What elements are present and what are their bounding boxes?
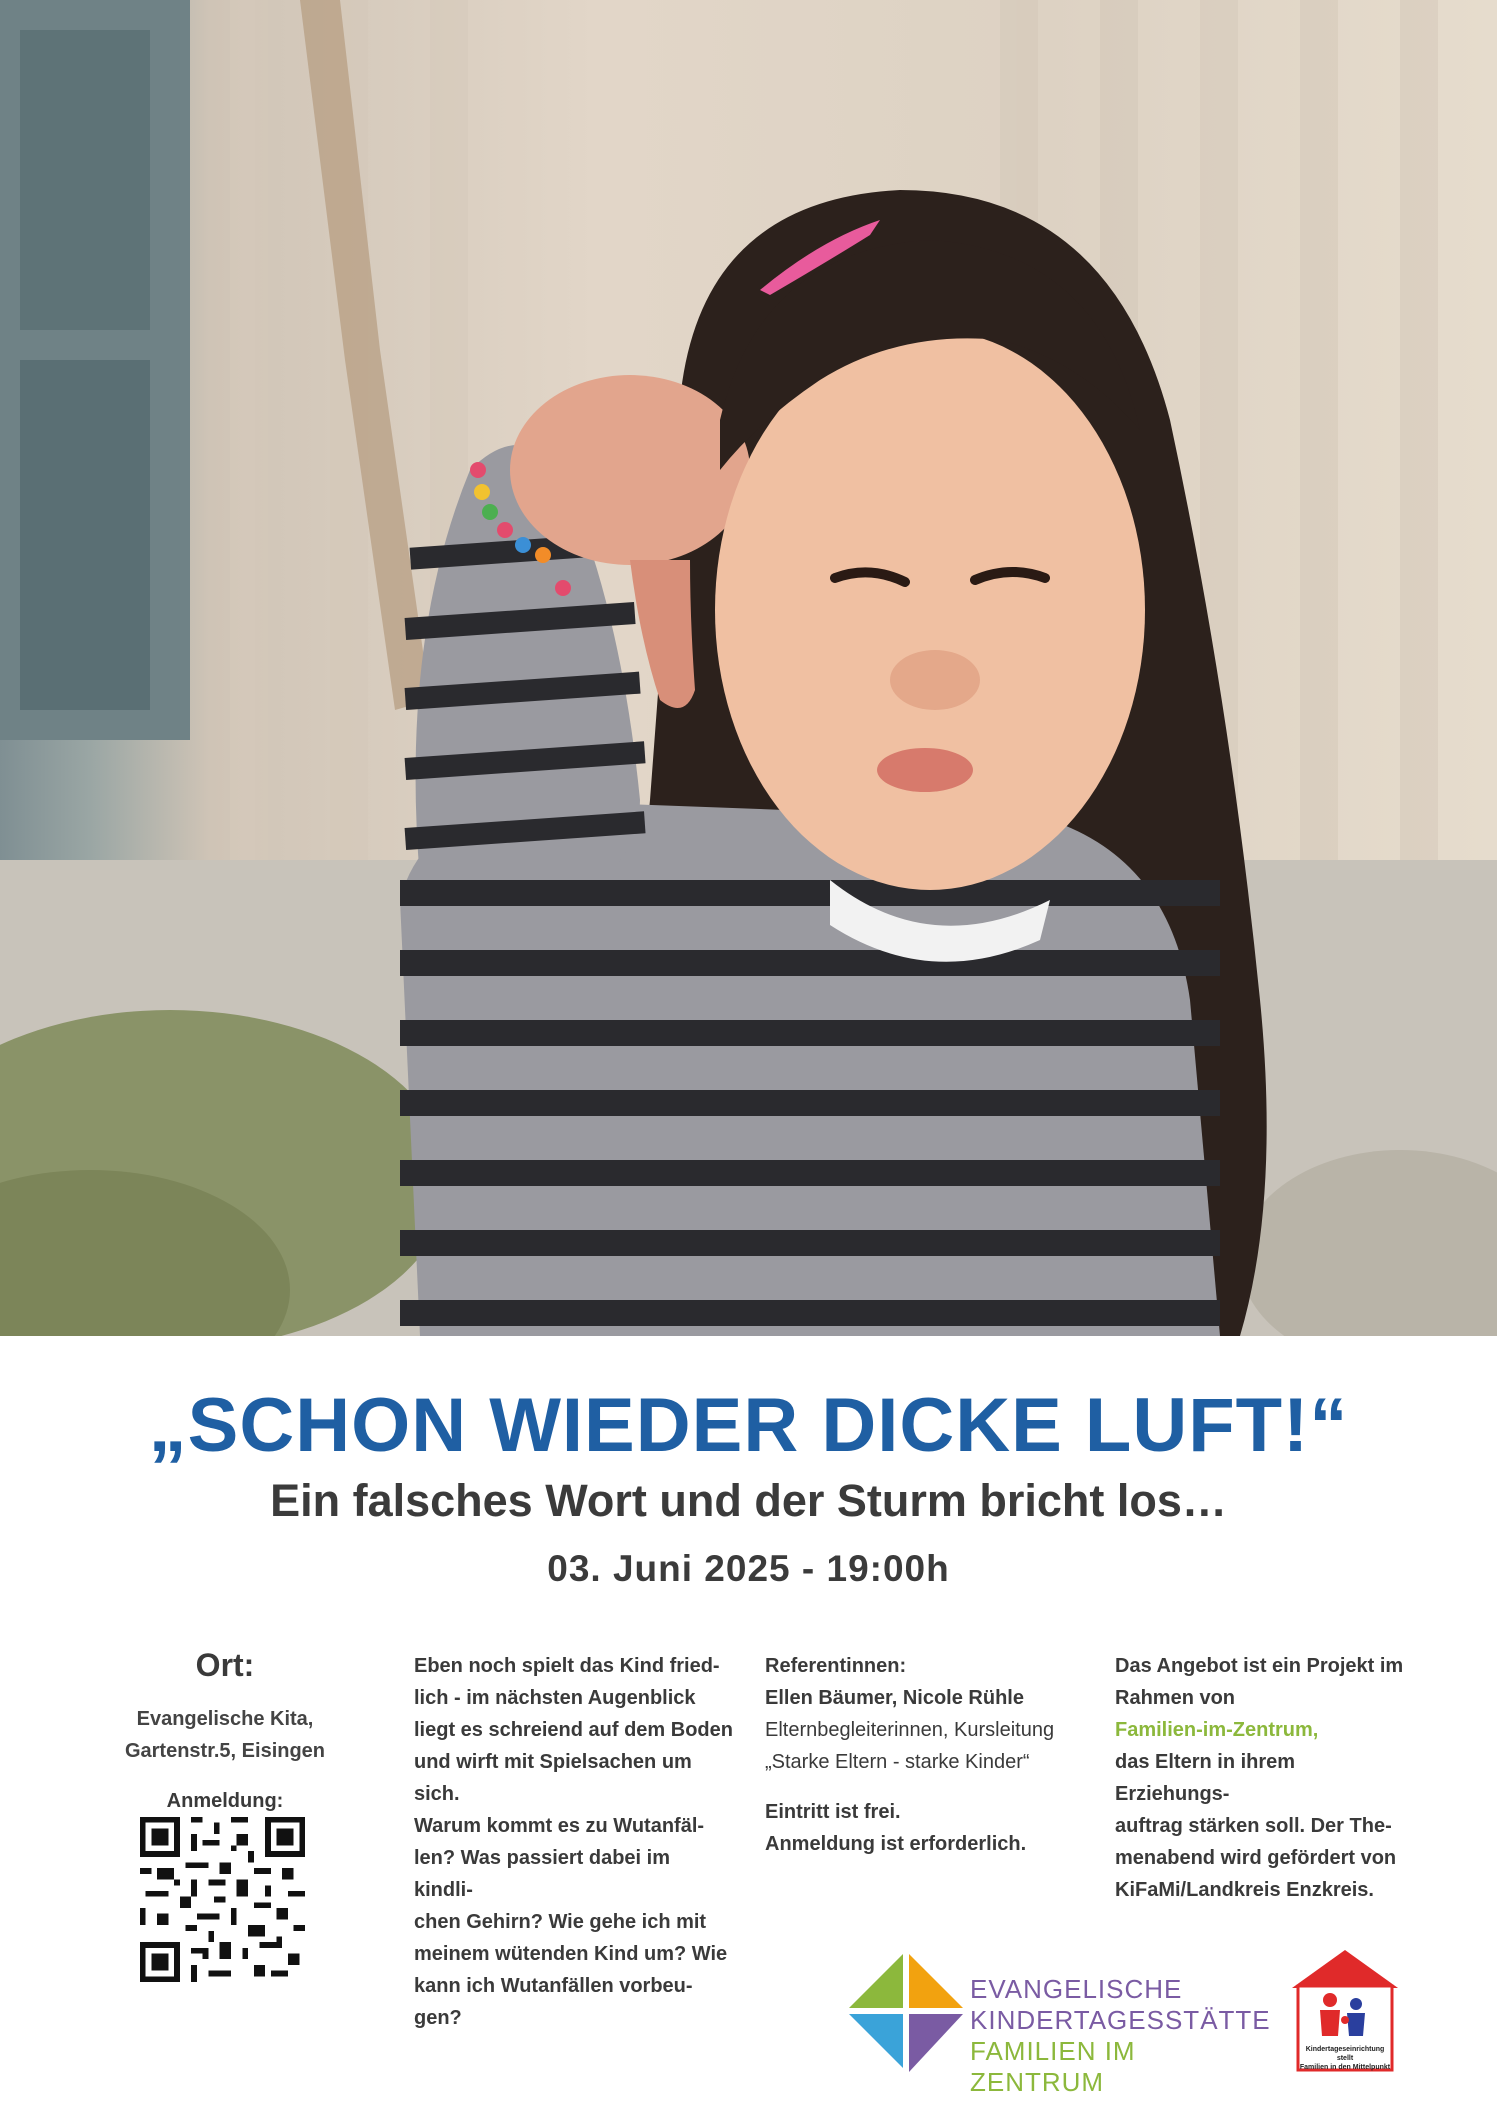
description-line: liegt es schreiend auf dem Boden	[414, 1719, 733, 1741]
project-line: menabend wird gefördert von	[1115, 1847, 1397, 1869]
project-line: Rahmen von	[1115, 1687, 1236, 1709]
description-line: lich - im nächsten Augenblick	[414, 1687, 696, 1709]
project-line: Das Angebot ist ein Projekt im	[1115, 1655, 1404, 1677]
logo-text-line-1: EVANGELISCHE	[970, 1974, 1183, 2004]
description-line: Eben noch spielt das Kind fried-	[414, 1655, 720, 1677]
speakers-heading: Referentinnen:	[765, 1655, 907, 1677]
event-date: 03. Juni 2025 - 19:00h	[547, 1548, 950, 1589]
cross-logo-icon	[845, 1950, 965, 2075]
description-line: gen?	[414, 2007, 462, 2029]
kifami-text-line-2: Familien in den Mittelpunkt	[1299, 2064, 1391, 2071]
description-line: chen Gehirn? Wie gehe ich mit	[414, 1911, 707, 1933]
project-line: auftrag stärken soll. Der The-	[1115, 1815, 1392, 1837]
project-column	[1115, 1650, 1415, 1906]
registration-label: Anmeldung:	[166, 1790, 284, 1812]
event-subtitle: Ein falsches Wort und der Sturm bricht los…	[270, 1475, 1227, 1526]
registration-qr-code[interactable]	[140, 1817, 305, 1982]
kifami-text-line-1: Kindertageseinrichtung stellt	[1305, 2046, 1385, 2062]
location-heading: Ort:	[195, 1647, 255, 1683]
kifami-badge	[1290, 1948, 1400, 2073]
project-line: das Eltern in ihrem Erziehungs-	[1115, 1751, 1296, 1805]
logo-text-line-3: FAMILIEN IM ZENTRUM	[970, 2036, 1136, 2097]
registration-required-note: Anmeldung ist erforderlich.	[765, 1833, 1027, 1855]
description-line: len? Was passiert dabei im kindli-	[414, 1847, 671, 1901]
location-line-1: Evangelische Kita,	[136, 1708, 314, 1730]
description-line: kann ich Wutanfällen vorbeu-	[414, 1975, 693, 1997]
entry-note: Eintritt ist frei.	[765, 1801, 901, 1823]
speakers-course: „Starke Eltern - starke Kinder“	[765, 1751, 1030, 1773]
description-line: Warum kommt es zu Wutanfäl-	[414, 1815, 705, 1837]
project-link[interactable]: Familien-im-Zentrum,	[1115, 1719, 1319, 1741]
description-line: sich.	[414, 1783, 460, 1805]
speakers-names: Ellen Bäumer, Nicole Rühle	[765, 1687, 1024, 1709]
project-line: KiFaMi/Landkreis Enzkreis.	[1115, 1879, 1374, 1901]
speakers-role: Elternbegleiterinnen, Kursleitung	[765, 1719, 1055, 1741]
location-line-2: Gartenstr.5, Eisingen	[124, 1740, 326, 1762]
logo-text-line-2: KINDERTAGESSTÄTTE	[970, 2005, 1271, 2035]
kita-logo	[845, 1950, 1275, 2097]
description-line: meinem wütenden Kind um? Wie	[414, 1943, 728, 1965]
description-line: und wirft mit Spielsachen um	[414, 1751, 692, 1773]
event-title: „SCHON WIEDER DICKE LUFT!“	[148, 1383, 1349, 1468]
speakers-column	[765, 1650, 1085, 1860]
description-column	[414, 1650, 734, 2034]
location-column	[110, 1645, 340, 1817]
